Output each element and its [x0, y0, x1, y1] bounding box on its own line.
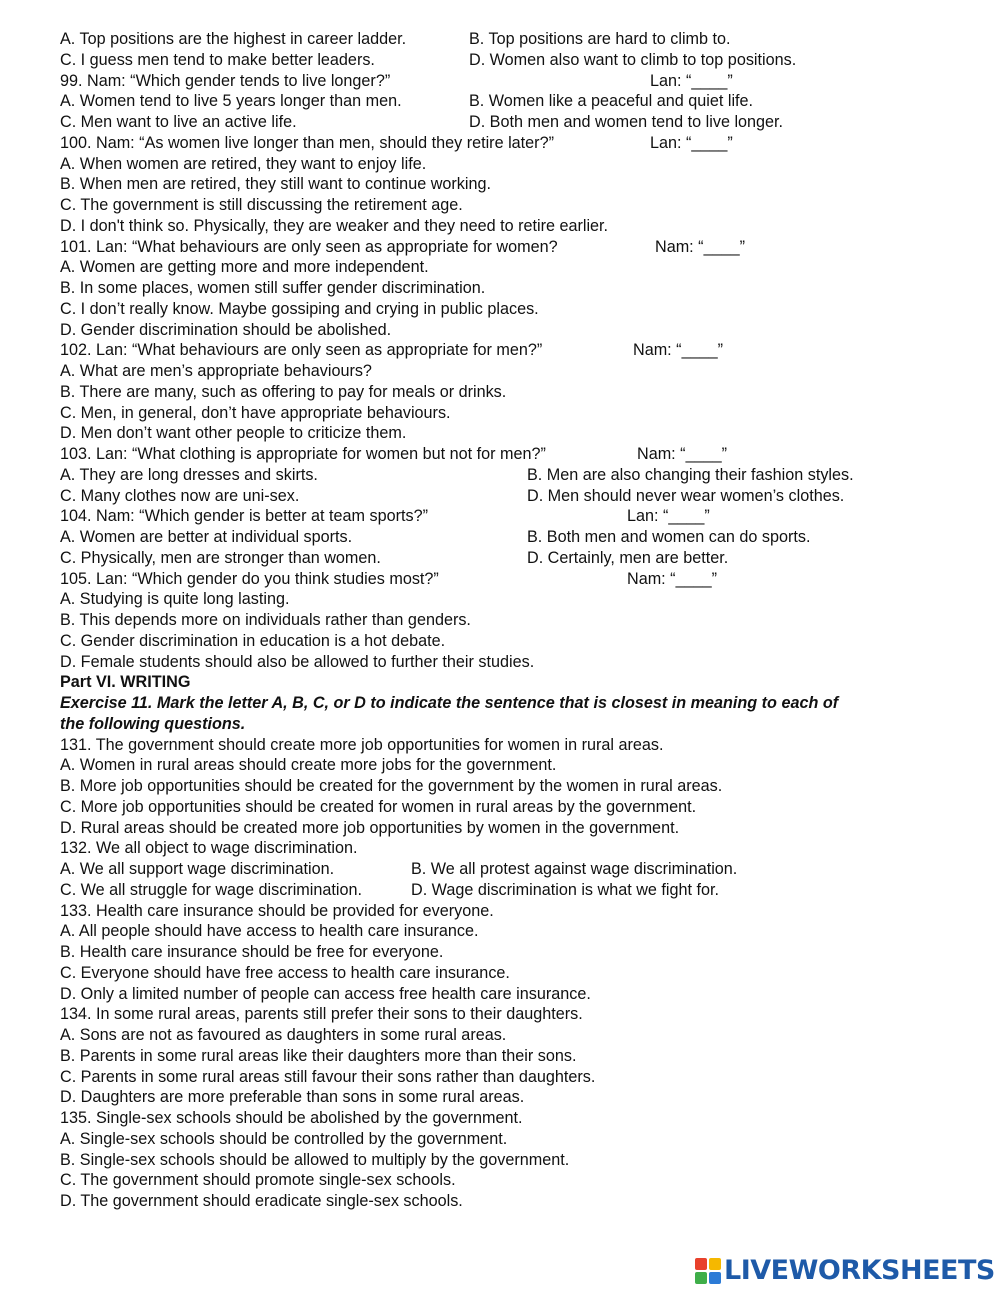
worksheet-page	[60, 29, 940, 1212]
question-text: 102. Lan: “What behaviours are only seen as appropriate for men?”	[60, 341, 543, 360]
option-line: D. Men don’t want other people to criticize them.	[60, 424, 407, 443]
option-line: D. The government should eradicate single-sex schools.	[60, 1192, 463, 1210]
line-2	[60, 50, 940, 71]
option-line: B. In some places, women still suffer gender discrimination.	[60, 279, 486, 297]
option-line: D. Female students should also be allowed to further their studies.	[60, 652, 535, 671]
question-135: 135. Single-sex schools should be abolished by the government.	[60, 1109, 523, 1127]
option-a: A. Women tend to live 5 years longer than men.	[60, 92, 402, 111]
option-d: D. Women also want to climb to top positions.	[469, 50, 797, 69]
option-line: A. What are men’s appropriate behaviours?	[60, 362, 372, 380]
option-line: D. Only a limited number of people can access free health care insurance.	[60, 984, 591, 1003]
option-line: D. Rural areas should be created more job opportunities by women in the government.	[60, 818, 680, 837]
option-line: A. Women are getting more and more independent.	[60, 258, 429, 277]
liveworksheets-logo	[694, 1256, 995, 1286]
option-line: A. All people should have access to health care insurance.	[60, 922, 479, 941]
question-text: 104. Nam: “Which gender is better at team sports?”	[60, 507, 428, 526]
question-103	[60, 444, 940, 465]
liveworksheets-logo-text: LIVEWORKSHEETS	[724, 1255, 995, 1286]
option-b: B. Both men and women can do sports.	[527, 528, 811, 546]
line-5	[60, 112, 940, 133]
line-23	[60, 486, 940, 507]
option-line: C. Men, in general, don’t have appropriate behaviours.	[60, 403, 451, 422]
option-b: B. Men are also changing their fashion styles.	[527, 465, 854, 484]
option-c: C. I guess men tend to make better leaders.	[60, 50, 375, 69]
option-line: D. Daughters are more preferable than sons in some rural areas.	[60, 1088, 525, 1107]
answer-blank: Lan: “____”	[627, 507, 710, 526]
option-line: B. When men are retired, they still want to continue working.	[60, 175, 491, 194]
option-line: B. There are many, such as offering to pay for meals or drinks.	[60, 382, 507, 401]
option-a: A. We all support wage discrimination.	[60, 860, 335, 878]
line-41	[60, 859, 940, 880]
option-d: D. Wage discrimination is what we fight for.	[411, 880, 719, 899]
line-25	[60, 527, 940, 548]
option-d: D. Certainly, men are better.	[527, 548, 729, 567]
option-c: C. We all struggle for wage discrimination.	[60, 880, 362, 899]
option-line: A. Single-sex schools should be controlled by the government.	[60, 1129, 508, 1148]
question-134: 134. In some rural areas, parents still prefer their sons to their daughters.	[60, 1005, 583, 1024]
line-42	[60, 880, 940, 901]
answer-blank: Nam: “____”	[637, 445, 727, 463]
option-line: A. Sons are not as favoured as daughters in some rural areas.	[60, 1026, 507, 1044]
option-line: C. The government is still discussing the retirement age.	[60, 196, 463, 214]
option-b: B. Top positions are hard to climb to.	[469, 30, 731, 48]
option-a: A. Women are better at individual sports.	[60, 528, 353, 546]
option-a: A. They are long dresses and skirts.	[60, 465, 318, 484]
option-c: C. Men want to live an active life.	[60, 113, 297, 131]
option-b: B. Women like a peaceful and quiet life.	[469, 92, 754, 111]
section-heading: Part VI. WRITING	[60, 673, 191, 692]
question-100	[60, 133, 940, 154]
option-d: D. Men should never wear women’s clothes.	[527, 486, 845, 505]
option-line: D. Gender discrimination should be abolished.	[60, 320, 392, 339]
question-text: 103. Lan: “What clothing is appropriate for women but not for men?”	[60, 445, 546, 463]
option-line: B. More job opportunities should be created for the government by the women in rural areas.	[60, 777, 723, 795]
option-d: D. Both men and women tend to live longer.	[469, 113, 784, 131]
line-22	[60, 465, 940, 486]
option-c: C. Many clothes now are uni-sex.	[60, 486, 300, 505]
option-line: C. Parents in some rural areas still favour their sons rather than daughters.	[60, 1067, 596, 1086]
question-105	[60, 569, 940, 590]
answer-blank: Lan: “____”	[650, 71, 733, 90]
question-133: 133. Health care insurance should be provided for everyone.	[60, 901, 494, 920]
option-c: C. Physically, men are stronger than women.	[60, 548, 381, 567]
option-line: C. Gender discrimination in education is a hot debate.	[60, 631, 446, 650]
option-line: B. Parents in some rural areas like their daughters more than their sons.	[60, 1046, 577, 1065]
answer-blank: Nam: “____”	[633, 341, 723, 360]
question-text: 100. Nam: “As women live longer than men, should they retire later?”	[60, 133, 554, 152]
question-text: 105. Lan: “Which gender do you think studies most?”	[60, 569, 439, 588]
question-101	[60, 237, 940, 258]
line-1	[60, 29, 940, 50]
question-text: 99. Nam: “Which gender tends to live longer?”	[60, 71, 391, 90]
answer-blank: Nam: “____”	[655, 237, 745, 256]
question-102	[60, 340, 940, 361]
option-line: A. Women in rural areas should create more jobs for the government.	[60, 756, 557, 775]
option-line: C. More job opportunities should be created for women in rural areas by the government.	[60, 797, 697, 816]
option-b: B. We all protest against wage discrimination.	[411, 860, 738, 878]
line-26	[60, 548, 940, 569]
option-line: C. The government should promote single-sex schools.	[60, 1171, 456, 1190]
liveworksheets-logo-icon	[694, 1257, 722, 1285]
option-line: B. Single-sex schools should be allowed to multiply by the government.	[60, 1150, 570, 1169]
option-line: D. I don't think so. Physically, they are weaker and they need to retire earlier.	[60, 216, 609, 235]
question-text: 101. Lan: “What behaviours are only seen as appropriate for women?	[60, 237, 558, 256]
answer-blank: Lan: “____”	[650, 133, 733, 152]
option-line: B. This depends more on individuals rather than genders.	[60, 611, 471, 629]
option-line: C. Everyone should have free access to health care insurance.	[60, 963, 510, 982]
exercise-instruction: Exercise 11. Mark the letter A, B, C, or D to indicate the sentence that is closest in meaning to each of	[60, 694, 839, 712]
exercise-instruction-cont: the following questions.	[60, 714, 246, 733]
question-131: 131. The government should create more job opportunities for women in rural areas.	[60, 735, 664, 754]
question-104	[60, 506, 940, 527]
option-line: C. I don’t really know. Maybe gossiping and crying in public places.	[60, 299, 539, 318]
option-line: A. Studying is quite long lasting.	[60, 590, 290, 609]
question-132: 132. We all object to wage discrimination.	[60, 839, 358, 858]
answer-blank: Nam: “____”	[627, 569, 717, 588]
option-a: A. Top positions are the highest in career ladder.	[60, 30, 407, 48]
line-4	[60, 91, 940, 112]
option-line: A. When women are retired, they want to enjoy life.	[60, 154, 427, 173]
question-99	[60, 71, 940, 92]
option-line: B. Health care insurance should be free for everyone.	[60, 943, 444, 961]
